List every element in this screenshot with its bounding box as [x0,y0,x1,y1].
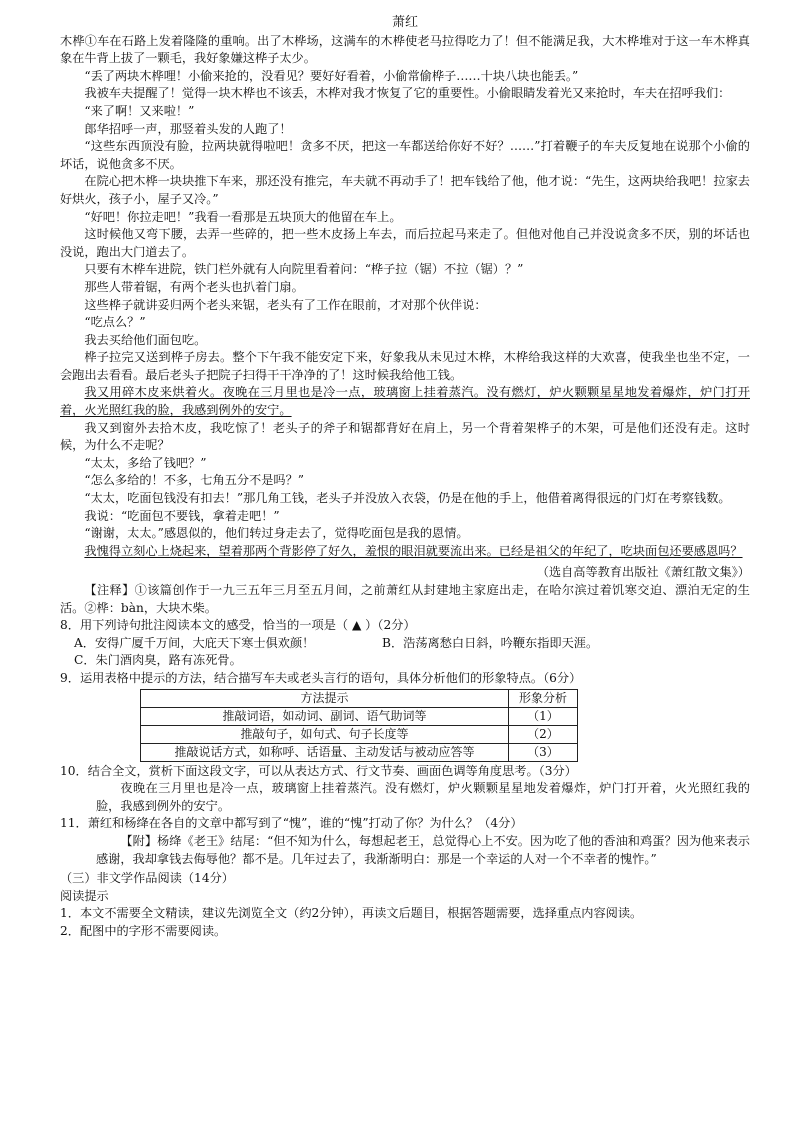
source-citation: （选自高等教育出版社《萧红散文集》） [536,565,750,580]
tips-title: 阅读提示 [60,888,109,903]
paragraph: “丢了两块木桦哩！小偷来抢的，没看见？要好好看着，小偷常偷桦子……十块八块也能丢。” [84,68,579,83]
table-row [141,707,578,725]
option-b: B．浩荡离愁白日斜，吟鞭东指即天涯。 [382,635,599,650]
paragraph: “来了啊！又来啦！” [84,103,195,118]
question-9-stem: 9．运用表格中提示的方法，结合描写车夫或老头言行的语句，具体分析他们的形象特点。（6分） [60,670,582,685]
paragraph: “太太，多给了钱吧？” [84,455,207,470]
annotation-note: 【注释】①该篇创作于一九三五年三月至五月间，之前萧红从封建地主家庭出走，在哈尔滨过着饥寒交迫、漂泊无定的生活。②桦：bàn，大块木柴。 [60,583,750,615]
paragraph: 木桦①车在石路上发着隆隆的重响。出了木桦场，这满车的木桦使老马拉得吃力了！但不能满足我，大木桦堆对于这一车木桦真象在牛背上拔了一颗毛，我好象嫌这桦子太少。 [60,33,750,66]
method-table [140,689,578,762]
paragraph: 我又到窗外去拾木皮，我吃惊了！老头子的斧子和锯都背好在肩上，另一个背着架桦子的木架，可是他们还没有走。这时候，为什么不走呢？ [60,420,750,453]
paragraph: “这些东西顶没有脸，拉两块就得啦吧！贪多不厌，把这一车都送给你好不好？……”打着鞭子的车夫反复地在说那个小偷的坏话，说他贪多不厌。 [60,139,750,171]
tip-item: 1．本文不需要全文精读，建议先浏览全文（约2分钟），再读文后题目，根据答题需要，选择重点内容阅读。 [60,906,643,921]
article-title: 萧红 [391,15,418,30]
table-header: 方法提示 [141,689,509,707]
question-10-quote: 夜晚在三月里也是冷一点，玻璃窗上挂着蒸汽。没有燃灯，炉火颗颗星星地发着爆炸，炉门打开着，火光照红我的脸，我感到例外的安宁。 [96,781,750,813]
question-8-option-row [60,652,750,670]
paragraph: 桦子拉完又送到桦子房去。整个下午我不能安定下来，好象我从未见过木桦，木桦给我这样的大欢喜，使我坐也坐不定，一会跑出去看看。最后老头子把院子扫得干干净净的了！这时候我给他工钱。 [60,350,750,382]
paragraph: 我被车夫提醒了！觉得一块木桦也不该丢，木桦对我才恢复了它的重要性。小偷眼睛发着光又来抢时，车夫在招呼我们： [84,86,731,101]
question-11-attachment: 【附】杨绛《老王》结尾：“但不知为什么，每想起老王，总觉得心上不安。因为吃了他的香油和鸡蛋？因为他来表示感谢，我却拿钱去侮辱他？都不是。几年过去了，我渐渐明白：那是一个幸运的人对一个不幸者的愧怍。” [96,833,750,866]
paragraph: 我说：“吃面包不要钱，拿着走吧！” [84,508,280,523]
paragraph: 只要有木桦车进院，铁门栏外就有人向院里看着问：“桦子拉（锯）不拉（锯）？” [84,262,524,277]
paragraph: 在院心把木桦一块块推下车来，那还没有推完，车夫就不再动手了！把车钱给了他，他才说：“先生，这两块给我吧！拉家去好烘火，孩子小，屋子又冷。” [60,174,750,206]
paragraph: “好吧！你拉走吧！”我看一看那是五块顶大的他留在车上。 [84,209,402,224]
tip-item: 2．配图中的字形不需要阅读。 [60,923,227,938]
paragraph: “吃点么？” [84,315,146,330]
table-cell: 推敲说话方式，如称呼、话语量、主动发话与被动应答等 [141,743,509,761]
paragraph: 这时候他又弯下腰，去弄一些碎的，把一些木皮扬上车去，而后拉起马来走了。但他对他自己并没说贪多不厌，别的坏话也没说，跑出大门道去了。 [60,227,750,259]
question-10-stem: 10．结合全文，赏析下面这段文字，可以从表达方式、行文节奏、画面色调等角度思考。（3分） [60,763,577,778]
table-cell: 推敲句子，如句式、句子长度等 [141,725,509,743]
paragraph: “太太，吃面包钱没有扣去！”那几角工钱，老头子并没放入衣袋，仍是在他的手上，他借着离得很远的门灯在考察钱数。 [84,491,731,506]
exam-page [60,14,750,941]
table-row [141,743,578,761]
underlined-paragraph: 我愧得立刻心上烧起来，望着那两个背影停了好久，羞恨的眼泪就要流出来。已经是祖父的年纪了，吃块面包还要感恩吗？ [84,543,743,558]
question-8-options [60,635,750,653]
table-cell: 推敲词语，如动词、副词、语气助词等 [141,707,509,725]
table-header: 形象分析 [509,689,578,707]
underlined-paragraph: 我又用碎木皮来烘着火。夜晚在三月里也是冷一点，玻璃窗上挂着蒸汽。没有燃灯，炉火颗颗星星地发着爆炸，炉门打开着，火光照红我的脸，我感到例外的安宁。 [60,385,750,418]
paragraph: 我去买给他们面包吃。 [84,332,207,347]
paragraph: “谢谢，太太。”感恩似的，他们转过身走去了，觉得吃面包是我的恩情。 [84,526,469,541]
paragraph: 这些桦子就讲妥归两个老头来锯，老头有了工作在眼前，才对那个伙伴说： [84,297,487,312]
option-c: C．朱门酒肉臭，路有冻死骨。 [74,653,242,668]
table-cell: （1） [509,707,578,725]
table-cell: （2） [509,725,578,743]
question-11-stem: 11．萧红和杨绛在各自的文章中都写到了“愧”，谁的“愧”打动了你？为什么？（4分） [60,816,523,831]
paragraph: 那些人带着锯，有两个老头也扒着门扇。 [84,279,304,294]
table-row [141,725,578,743]
question-8-stem: 8．用下列诗句批注阅读本文的感受，恰当的一项是（ ▲ ）（2分） [60,618,416,633]
table-header-row [141,689,578,707]
paragraph: 郎华招呼一声，那竖着头发的人跑了！ [84,121,292,136]
paragraph: “怎么多给的！不多，七角五分不是吗？” [84,473,305,488]
section-heading: （三）非文学作品阅读（14分） [60,871,234,886]
option-a: A．安得广厦千万间，大庇天下寒士俱欢颜！ [74,635,315,650]
table-cell: （3） [509,743,578,761]
